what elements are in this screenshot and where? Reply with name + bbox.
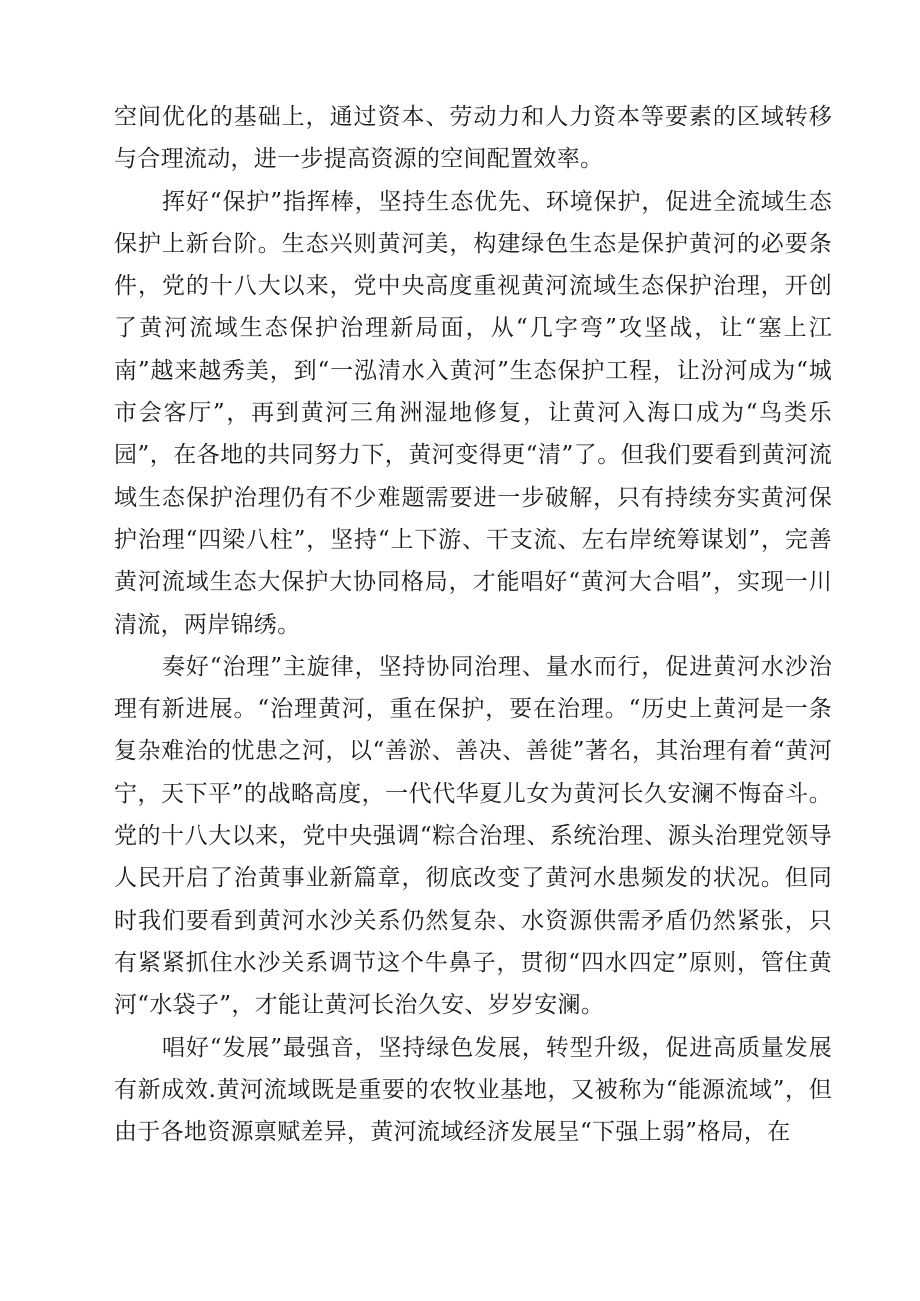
paragraph-governance: 奏好“治理”主旋律，坚持协同治理、量水而行，促进黄河水沙治理有新进展。“治理黄河，重在保护，要在治理。“历史上黄河是一条复杂难治的忧患之河，以“善淤、善决、善徙”著名，其治理有着“黄河宁，天下平”的战略高度，一代代华夏儿女为黄河长久安澜不悔奋斗。党的十八大以来，党中央强调“粽合治理、系统治理、源头治理党领导人民开启了治黄事业新篇章，彻底改变了黄河水患频发的状况。但同时我们要看到黄河水沙关系仍然复杂、水资源供需矛盾仍然紧张，只有紧紧抓住水沙关系调节这个牛鼻子，贯彻“四水四定”原则，管住黄河“水袋子”，才能让黄河长治久安、岁岁安澜。: [114, 653, 832, 1019]
paragraph-protection: 挥好“保护”指挥棒，坚持生态优先、环境保护，促进全流域生态保护上新台阶。生态兴则黄河美，构建绿色生态是保护黄河的必要条件，党的十八大以来，党中央高度重视黄河流域生态保护治理，开创了黄河流域生态保护治理新局面，从“几字弯”攻坚战，让“塞上江南”越来越秀美，到“一泓清水入黄河”生态保护工程，让汾河成为“城市会客厅”，再到黄河三角洲湿地修复，让黄河入海口成为“鸟类乐园”，在各地的共同努力下，黄河变得更“清”了。但我们要看到黄河流域生态保护治理仍有不少难题需要进一步破解，只有持续夯实黄河保护治理“四梁八柱”，坚持“上下游、干支流、左右岸统筹谋划”，完善黄河流域生态大保护大协同格局，才能唱好“黄河大合唱”，实现一川清流，两岸锦绣。: [114, 188, 832, 638]
document-body: [114, 96, 832, 1153]
paragraph-development: 唱好“发展”最强音，坚持绿色发展，转型升级，促进高质量发展有新成效.黄河流域既是重要的农牧业基地，又被称为“能源流域”，但由于各地资源禀赋差异，黄河流域经济发展呈“下强上弱”格局，在: [114, 1034, 832, 1146]
paragraph-resource-allocation: 空间优化的基础上，通过资本、劳动力和人力资本等要素的区域转移与合理流动，进一步提高资源的空间配置效率。: [114, 104, 832, 173]
